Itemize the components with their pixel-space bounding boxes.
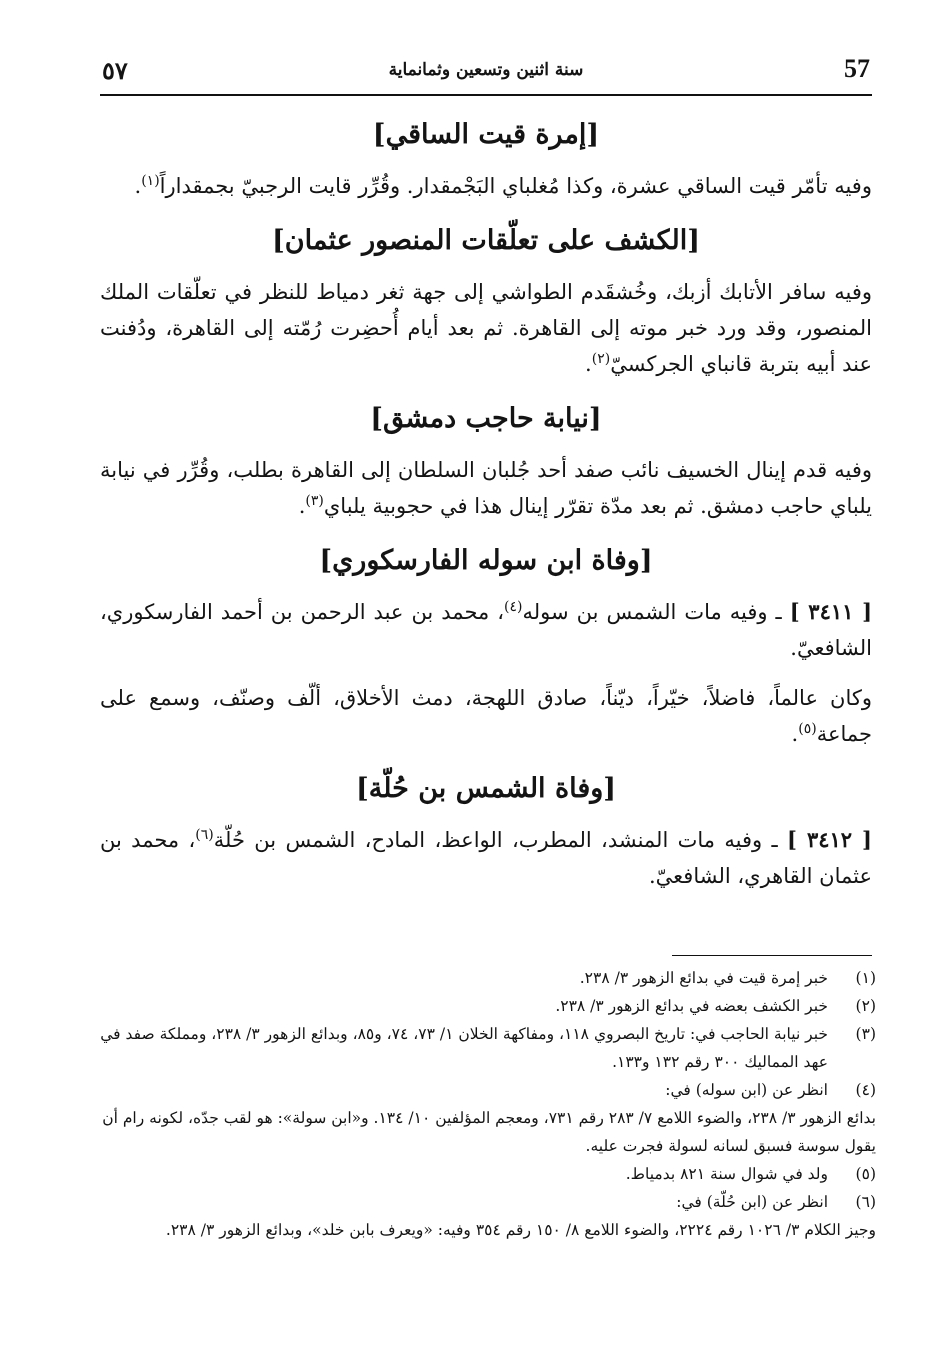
footnote-ref: (٥) [798, 721, 817, 737]
footnote-continuation: وجيز الكلام ٣/ ١٠٢٦ رقم ٢٢٢٤، والضوء اللامع ٨/ ١٥٠ رقم ٣٥٤ وفيه: «ويعرف بابن خلد»، وبدائع الزهور ٣/ ٢٣٨. [165, 1221, 876, 1239]
footnote-separator [672, 955, 872, 956]
footnote-number: (٥) [855, 1165, 876, 1183]
footnote-ref: (١) [141, 173, 160, 189]
biography-entry: [ ٣٤١٢ ] ـ وفيه مات المنشد، المطرب، الواعظ، المادح، الشمس بن حُلّة$^{(٦)}$، محمد بن عثمان القاهري، الشافعيّ. [100, 827, 872, 888]
footnote: (٥) ولد في شوال سنة ٨٢١ بدمياط. [100, 1160, 876, 1188]
footnote: (٣) خبر نيابة الحاجب في: تاريخ البصروي ١١٨، ومفاكهة الخلان ١/ ٧٣، ٧٤، و٨٥، وبدائع الزهور ٣/ ٢٣٨، ومملكة صفد في عهد المماليك ٣٠٠ رقم ١٣٢ و١٣٣. [100, 1020, 876, 1076]
section-heading: [وفاة ابن سوله الفارسكوري] [319, 545, 653, 576]
footnote: (٢) خبر الكشف بعضه في بدائع الزهور ٣/ ٢٣٨. [100, 992, 876, 1020]
footnote: (١) خبر إمرة قيت في بدائع الزهور ٣/ ٢٣٨. [100, 964, 876, 992]
page-number-arabic: ٥٧ [102, 56, 128, 85]
entry-number: [ ٣٤١٢ ] [787, 827, 872, 852]
paragraph: وفيه قدم إينال الخسيف نائب صفد أحد جُلبان السلطان إلى القاهرة بطلب، وقُرِّر في نيابة يلباي حاجب دمشق. ثم بعد مدّة تقرّر إينال هذا في حجوبية يلباي$^{(٣)}$. [100, 458, 872, 518]
footnote-ref: (٤) [504, 599, 523, 615]
section-heading: [إمرة قيت الساقي] [372, 119, 600, 150]
page-header [100, 50, 872, 96]
footnote-continuation: بدائع الزهور ٣/ ٢٣٨، والضوء اللامع ٧/ ٢٨٣ رقم ٧٣١، ومعجم المؤلفين ١٠/ ١٣٤. و«ابن سولة»: هو لقب جدّه، لكونه رام أن يقول سوسة فسبق لسانه لسولة فجرت عليه. [102, 1109, 876, 1155]
footnote-number: (١) [855, 969, 876, 987]
footnote: (٤) انظر عن (ابن سوله) في: [100, 1076, 876, 1104]
biography-entry: [ ٣٤١١ ] ـ وفيه مات الشمس بن سوله$^{(٤)}$، محمد بن عبد الرحمن بن أحمد الفارسكوري، الشافعيّ. [100, 599, 872, 660]
paragraph: وكان عالماً، فاضلاً، خيّراً، ديّناً، صادق اللهجة، دمث الأخلاق، ألّف وصنّف، وسمع على جماعة$^{(٥)}$. [100, 686, 872, 746]
entry-number: [ ٣٤١١ ] [789, 599, 872, 624]
main-text [100, 112, 872, 908]
footnote-ref: (٣) [305, 493, 324, 509]
running-title: سنة اثنين وتسعين وثمانماية [388, 60, 584, 80]
footnote-ref: (٢) [591, 351, 611, 367]
footnotes [100, 964, 876, 1244]
page-number-latin: 57 [844, 54, 870, 83]
footnote-number: (٢) [855, 997, 876, 1015]
footnote-number: (٣) [855, 1025, 876, 1043]
paragraph: وفيه تأمّر قيت الساقي عشرة، وكذا مُغلباي البَجْمقدار. وقُرِّر قايت الرجبيّ بجمقداراً$^{(١)}$. [134, 173, 872, 198]
footnote: (٦) انظر عن (ابن حُلّة) في: [100, 1188, 876, 1216]
footnote-number: (٦) [855, 1193, 876, 1211]
section-heading: [نيابة حاجب دمشق] [370, 403, 602, 434]
footnote-number: (٤) [855, 1081, 876, 1099]
section-heading: [الكشف على تعلّقات المنصور عثمان] [272, 225, 700, 256]
footnote-ref: (٦) [195, 827, 214, 843]
section-heading: [وفاة الشمس بن حُلّة] [355, 773, 617, 804]
paragraph: وفيه سافر الأتابك أزبك، وخُشقَدم الطواشي إلى جهة ثغر دمياط للنظر في تعلّقات الملك المنصور، وقد ورد خبر موته إلى القاهرة. ثم بعد أيام أُحضِرت رُمّته إلى القاهرة، ودُفنت عند أبيه بتربة قانباي الجركسيّ$^{(٢)}$. [100, 280, 872, 376]
